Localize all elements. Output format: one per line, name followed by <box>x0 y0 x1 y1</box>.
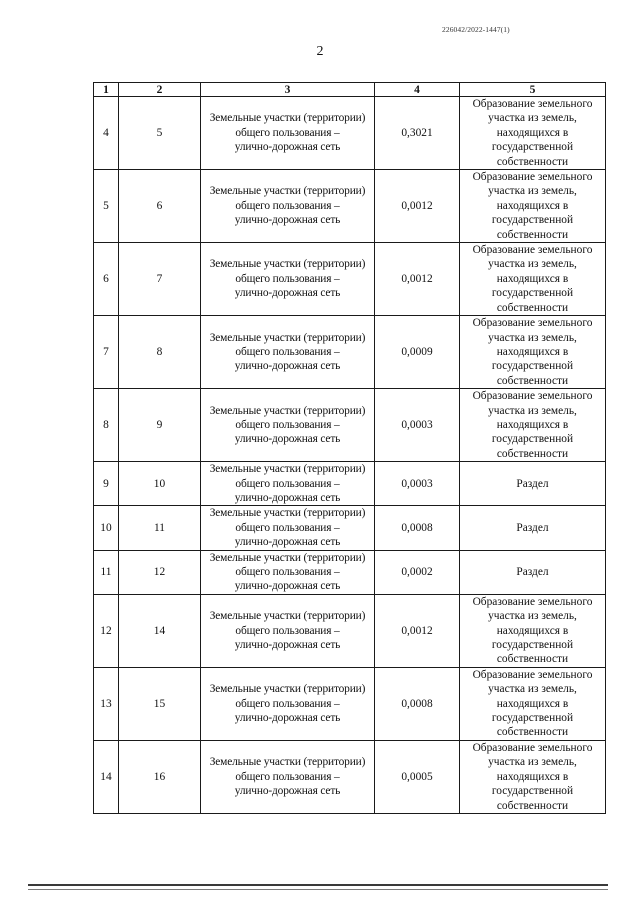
row-number-cell: 13 <box>94 667 119 740</box>
plot-number-cell: 5 <box>119 97 201 170</box>
plot-number-cell: 16 <box>119 740 201 813</box>
land-type-cell: Земельные участки (территории) общего пользования – улично-дорожная сеть <box>201 389 375 462</box>
area-cell: 0,0002 <box>375 550 460 594</box>
formation-method-cell: Образование земельного участка из земель, находящихся в государственной собственности <box>460 243 606 316</box>
row-number-cell: 10 <box>94 506 119 550</box>
row-number-cell: 9 <box>94 462 119 506</box>
plot-number-cell: 12 <box>119 550 201 594</box>
land-type-cell: Земельные участки (территории) общего пользования – улично-дорожная сеть <box>201 740 375 813</box>
area-cell: 0,0008 <box>375 506 460 550</box>
land-plots-table <box>93 82 606 814</box>
formation-method-cell: Образование земельного участка из земель, находящихся в государственной собственности <box>460 170 606 243</box>
formation-method-cell: Раздел <box>460 550 606 594</box>
table-row <box>94 97 606 170</box>
formation-method-cell: Раздел <box>460 506 606 550</box>
table-row <box>94 740 606 813</box>
formation-method-cell: Образование земельного участка из земель, находящихся в государственной собственности <box>460 740 606 813</box>
column-header-3: 3 <box>201 83 375 97</box>
column-header-5: 5 <box>460 83 606 97</box>
table-row <box>94 550 606 594</box>
table-row <box>94 243 606 316</box>
plot-number-cell: 11 <box>119 506 201 550</box>
row-number-cell: 4 <box>94 97 119 170</box>
table-row <box>94 170 606 243</box>
row-number-cell: 12 <box>94 594 119 667</box>
document-id: 226042/2022-1447(1) <box>442 25 510 34</box>
table-body <box>94 97 606 814</box>
land-type-cell: Земельные участки (территории) общего пользования – улично-дорожная сеть <box>201 316 375 389</box>
area-cell: 0,0012 <box>375 594 460 667</box>
column-header-2: 2 <box>119 83 201 97</box>
formation-method-cell: Образование земельного участка из земель, находящихся в государственной собственности <box>460 667 606 740</box>
area-cell: 0,0003 <box>375 462 460 506</box>
area-cell: 0,3021 <box>375 97 460 170</box>
area-cell: 0,0003 <box>375 389 460 462</box>
land-type-cell: Земельные участки (территории) общего пользования – улично-дорожная сеть <box>201 170 375 243</box>
area-cell: 0,0005 <box>375 740 460 813</box>
formation-method-cell: Образование земельного участка из земель, находящихся в государственной собственности <box>460 594 606 667</box>
land-type-cell: Земельные участки (территории) общего пользования – улично-дорожная сеть <box>201 594 375 667</box>
land-type-cell: Земельные участки (территории) общего пользования – улично-дорожная сеть <box>201 97 375 170</box>
table-row <box>94 506 606 550</box>
land-type-cell: Земельные участки (территории) общего пользования – улично-дорожная сеть <box>201 506 375 550</box>
plot-number-cell: 8 <box>119 316 201 389</box>
column-header-4: 4 <box>375 83 460 97</box>
formation-method-cell: Образование земельного участка из земель, находящихся в государственной собственности <box>460 97 606 170</box>
land-type-cell: Земельные участки (территории) общего пользования – улично-дорожная сеть <box>201 550 375 594</box>
plot-number-cell: 15 <box>119 667 201 740</box>
formation-method-cell: Образование земельного участка из земель, находящихся в государственной собственности <box>460 389 606 462</box>
footer-rule <box>28 884 608 886</box>
formation-method-cell: Раздел <box>460 462 606 506</box>
table-header-row <box>94 83 606 97</box>
formation-method-cell: Образование земельного участка из земель, находящихся в государственной собственности <box>460 316 606 389</box>
area-cell: 0,0012 <box>375 243 460 316</box>
land-type-cell: Земельные участки (территории) общего пользования – улично-дорожная сеть <box>201 667 375 740</box>
row-number-cell: 8 <box>94 389 119 462</box>
land-type-cell: Земельные участки (территории) общего пользования – улично-дорожная сеть <box>201 243 375 316</box>
row-number-cell: 7 <box>94 316 119 389</box>
row-number-cell: 5 <box>94 170 119 243</box>
plot-number-cell: 14 <box>119 594 201 667</box>
land-type-cell: Земельные участки (территории) общего пользования – улично-дорожная сеть <box>201 462 375 506</box>
table-row <box>94 462 606 506</box>
table-row <box>94 316 606 389</box>
table-row <box>94 594 606 667</box>
row-number-cell: 11 <box>94 550 119 594</box>
footer-rule-thin <box>28 889 608 890</box>
table-row <box>94 389 606 462</box>
column-header-1: 1 <box>94 83 119 97</box>
plot-number-cell: 9 <box>119 389 201 462</box>
page-number: 2 <box>316 44 324 59</box>
plot-number-cell: 7 <box>119 243 201 316</box>
plot-number-cell: 6 <box>119 170 201 243</box>
area-cell: 0,0008 <box>375 667 460 740</box>
row-number-cell: 6 <box>94 243 119 316</box>
area-cell: 0,0012 <box>375 170 460 243</box>
plot-number-cell: 10 <box>119 462 201 506</box>
area-cell: 0,0009 <box>375 316 460 389</box>
table-row <box>94 667 606 740</box>
row-number-cell: 14 <box>94 740 119 813</box>
